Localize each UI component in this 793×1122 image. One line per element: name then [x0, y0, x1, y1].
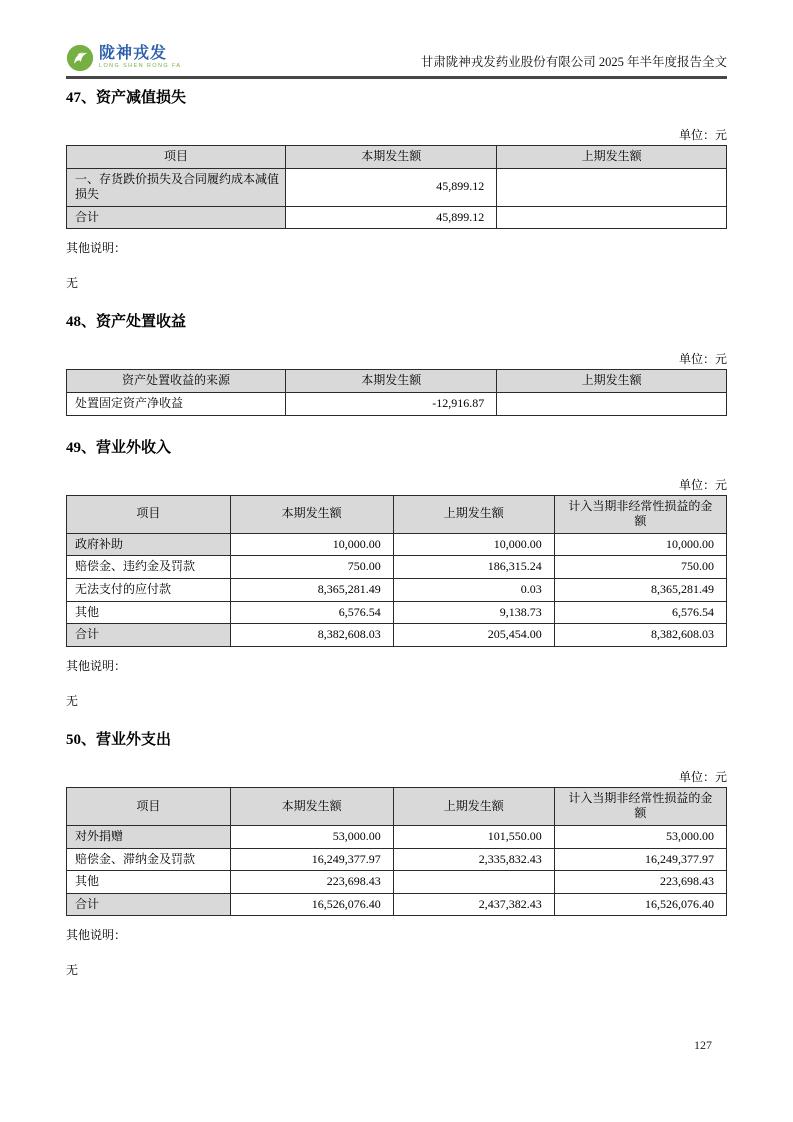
column-header: 本期发生额: [286, 146, 497, 169]
amount-cell: 186,315.24: [393, 556, 554, 579]
table-header-row: [67, 146, 727, 169]
other-notes-value: 无: [66, 693, 79, 708]
table-row: [67, 871, 727, 894]
column-header: 项目: [67, 787, 231, 825]
column-header: 本期发生额: [230, 495, 393, 533]
amount-cell: 16,526,076.40: [230, 893, 393, 916]
section-50-nonoperating-expenses: [66, 732, 727, 978]
logo-text: [99, 46, 181, 70]
amount-cell: 45,899.12: [286, 168, 497, 206]
unit-label: 单位：元: [678, 352, 727, 367]
amount-cell: 10,000.00: [554, 533, 726, 556]
amount-cell: 8,382,608.03: [554, 624, 726, 647]
section-title: 50、营业外支出: [66, 731, 172, 748]
unit-label: 单位：元: [678, 477, 727, 492]
logo-bird-icon: [66, 44, 94, 72]
page-header: [66, 44, 727, 79]
amount-cell: 53,000.00: [230, 825, 393, 848]
section-48-asset-disposal: [66, 314, 727, 415]
table-header-row: [67, 787, 727, 825]
asset-disposal-table: [66, 369, 727, 415]
amount-cell: [497, 206, 727, 229]
amount-cell: 53,000.00: [554, 825, 726, 848]
row-label-cell: 对外捐赠: [67, 825, 231, 848]
table-row-total: [67, 893, 727, 916]
table-row: [67, 578, 727, 601]
column-header: 本期发生额: [230, 787, 393, 825]
table-row-total: [67, 206, 727, 229]
amount-cell: 8,382,608.03: [230, 624, 393, 647]
row-label-cell: 其他: [67, 601, 231, 624]
amount-cell: 205,454.00: [393, 624, 554, 647]
amount-cell: 2,335,832.43: [393, 848, 554, 871]
brand-subtext: LONG SHEN RONG FA: [99, 63, 182, 70]
column-header: 计入当期非经常性损益的金额: [554, 495, 726, 533]
section-title: 49、营业外收入: [66, 439, 172, 456]
other-notes-label: 其他说明：: [66, 241, 127, 256]
section-49-nonoperating-income: [66, 440, 727, 708]
row-label-cell: 无法支付的应付款: [67, 578, 231, 601]
amount-cell: 9,138.73: [393, 601, 554, 624]
nonoperating-income-table: [66, 495, 727, 647]
column-header: 上期发生额: [497, 370, 727, 393]
amount-cell: [497, 168, 727, 206]
amount-cell: 6,576.54: [230, 601, 393, 624]
table-row: [67, 168, 727, 206]
table-row: [67, 533, 727, 556]
amount-cell: [497, 392, 727, 415]
table-header-row: [67, 370, 727, 393]
amount-cell: 8,365,281.49: [230, 578, 393, 601]
asset-impairment-table: [66, 145, 727, 229]
amount-cell: 6,576.54: [554, 601, 726, 624]
amount-cell: 45,899.12: [286, 206, 497, 229]
amount-cell: 16,249,377.97: [230, 848, 393, 871]
row-label-cell: 合计: [67, 893, 231, 916]
other-notes-label: 其他说明：: [66, 928, 127, 943]
amount-cell: 101,550.00: [393, 825, 554, 848]
table-row: [67, 601, 727, 624]
column-header: 项目: [67, 146, 286, 169]
section-title: 47、资产减值损失: [66, 90, 187, 106]
table-header-row: [67, 495, 727, 533]
section-47-asset-impairment: [66, 90, 727, 290]
amount-cell: 16,526,076.40: [554, 893, 726, 916]
unit-label: 单位：元: [678, 128, 727, 142]
report-title: 甘肃陇神戎发药业股份有限公司 2025 年半年度报告全文: [420, 55, 727, 69]
amount-cell: 10,000.00: [393, 533, 554, 556]
column-header: 本期发生额: [286, 370, 497, 393]
amount-cell: 8,365,281.49: [554, 578, 726, 601]
table-row: [67, 825, 727, 848]
page-number: 127: [694, 1038, 712, 1052]
company-logo: [66, 44, 181, 72]
table-row: [67, 848, 727, 871]
unit-label: 单位：元: [678, 769, 727, 784]
table-row: [67, 392, 727, 415]
row-label-cell: 其他: [67, 871, 231, 894]
amount-cell: 16,249,377.97: [554, 848, 726, 871]
amount-cell: 223,698.43: [554, 871, 726, 894]
column-header: 上期发生额: [393, 495, 554, 533]
row-label-cell: 一、存货跌价损失及合同履约成本减值损失: [67, 168, 286, 206]
row-label-cell: 政府补助: [67, 533, 231, 556]
table-row-total: [67, 624, 727, 647]
row-label-cell: 合计: [67, 624, 231, 647]
brand-name: 陇神戎发: [99, 45, 168, 63]
amount-cell: 750.00: [230, 556, 393, 579]
other-notes-value: 无: [66, 963, 79, 978]
amount-cell: 750.00: [554, 556, 726, 579]
amount-cell: 10,000.00: [230, 533, 393, 556]
row-label-cell: 处置固定资产净收益: [67, 392, 286, 415]
amount-cell: 2,437,382.43: [393, 893, 554, 916]
amount-cell: 223,698.43: [230, 871, 393, 894]
column-header: 上期发生额: [497, 146, 727, 169]
column-header: 计入当期非经常性损益的金额: [554, 787, 726, 825]
row-label-cell: 合计: [67, 206, 286, 229]
row-label-cell: 赔偿金、滞纳金及罚款: [67, 848, 231, 871]
column-header: 上期发生额: [393, 787, 554, 825]
nonoperating-expenses-table: [66, 787, 727, 917]
other-notes-label: 其他说明：: [66, 658, 127, 673]
column-header: 资产处置收益的来源: [67, 370, 286, 393]
row-label-cell: 赔偿金、违约金及罚款: [67, 556, 231, 579]
amount-cell: [393, 871, 554, 894]
other-notes-value: 无: [66, 276, 79, 291]
section-title: 48、资产处置收益: [66, 314, 187, 331]
column-header: 项目: [67, 495, 231, 533]
amount-cell: -12,916.87: [286, 392, 497, 415]
table-row: [67, 556, 727, 579]
amount-cell: 0.03: [393, 578, 554, 601]
